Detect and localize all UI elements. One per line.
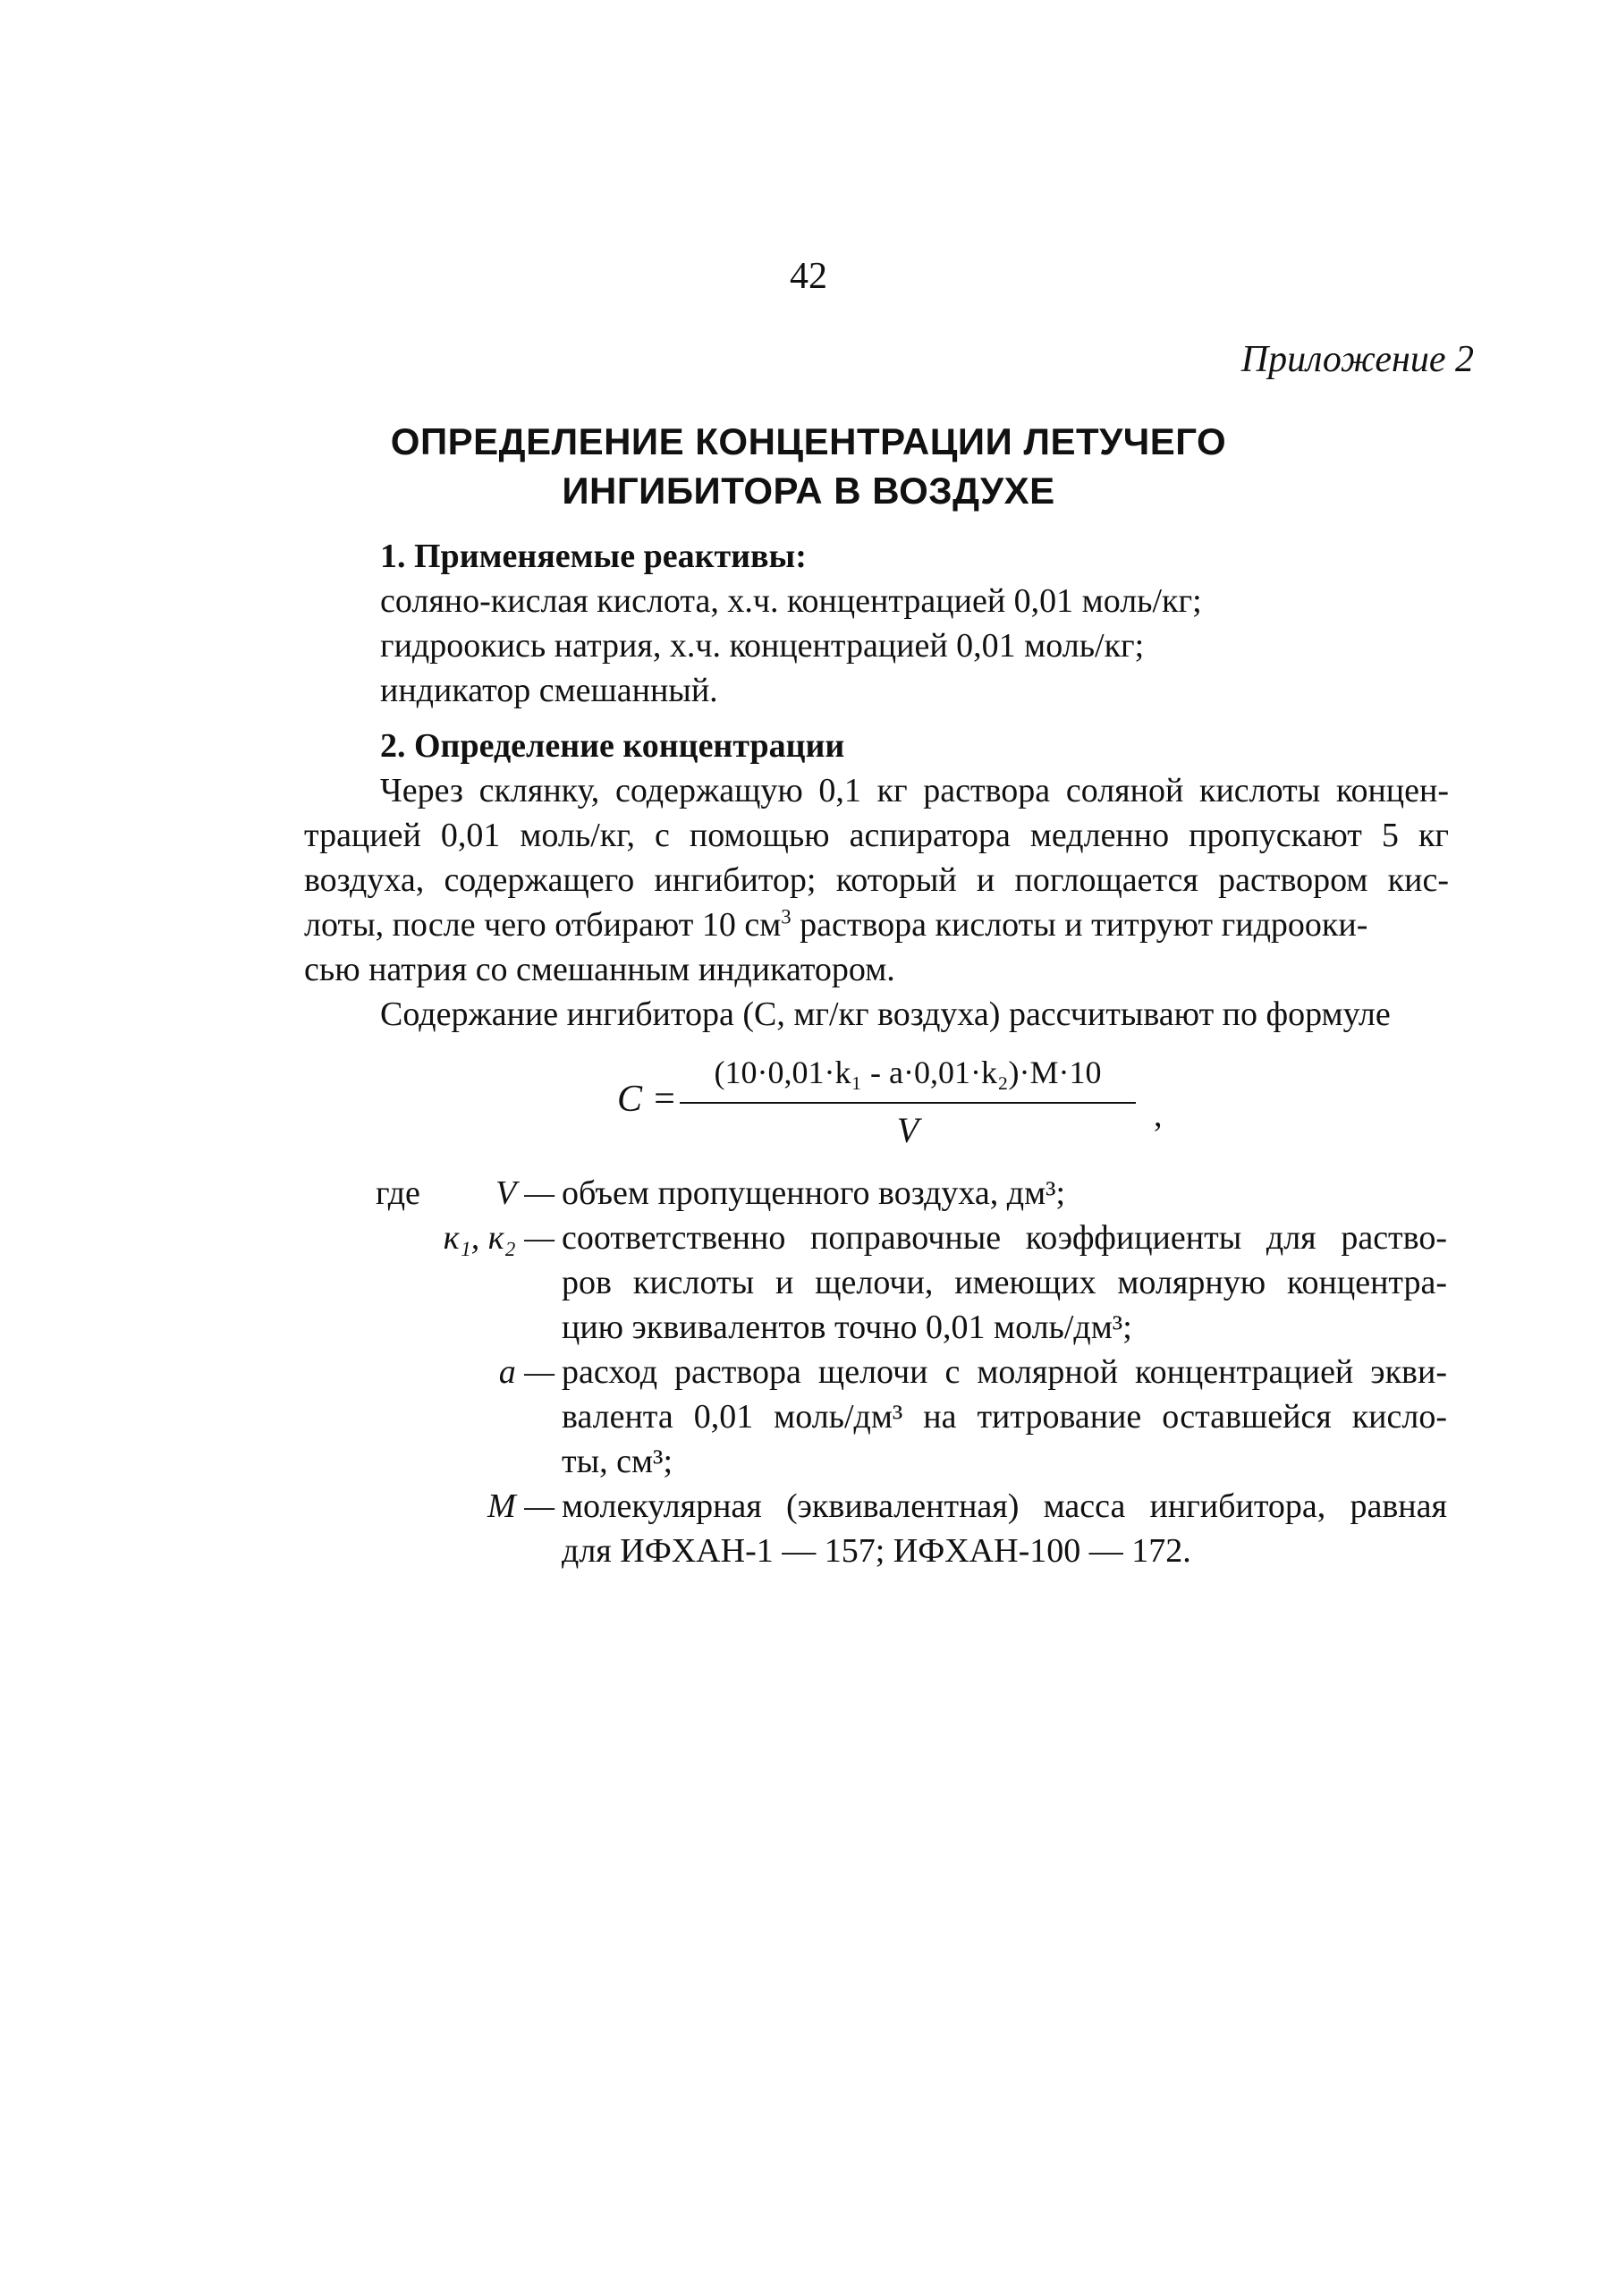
formula-numerator: (10·0,01·k₁ - a·0,01·k₂)·M·10 [714,1055,1102,1090]
formula-denominator: V [896,1110,919,1150]
definition-text: валента 0,01 моль/дм³ на титрование оставшейся кисло- [562,1398,1447,1436]
paragraph-line: сью натрия со смешанным индикатором. [304,951,895,988]
definition-text: ты, см³; [562,1443,673,1480]
definition-text: ров кислоты и щелочи, имеющих молярную концентра- [562,1264,1447,1301]
reagent-item: гидроокись натрия, х.ч. концентрацией 0,01 моль/кг; [380,627,1145,665]
superscript: 3 [781,905,792,928]
section-2-heading: 2. Определение концентрации [380,727,845,765]
reagent-item: индикатор смешанный. [380,672,718,709]
where-label: где [376,1174,420,1212]
reagent-item: соляно-кислая кислота, х.ч. концентрацией 0,01 моль/кг; [380,582,1202,620]
paragraph-line-part: лоты, после чего отбирают 10 см [304,906,782,944]
definition-symbol: M — [487,1487,555,1525]
definition-text: для ИФХАН-1 — 157; ИФХАН-100 — 172. [562,1532,1191,1570]
page-title-line-1: ОПРЕДЕЛЕНИЕ КОНЦЕНТРАЦИИ ЛЕТУЧЕГО [390,420,1227,462]
page-title-line-2: ИНГИБИТОРА В ВОЗДУХЕ [562,470,1055,512]
section-1-heading: 1. Применяемые реактивы: [380,538,807,575]
paragraph-line [304,905,1449,945]
definition-text: расход раствора щелочи с молярной концентрацией экви- [562,1353,1447,1391]
definition-text: соответственно поправочные коэффициенты для раство- [562,1219,1447,1257]
formula-intro: Содержание ингибитора (С, мг/кг воздуха) рассчитывают по формуле [380,995,1391,1033]
definition-symbol: a — [498,1353,555,1391]
definition-text: цию эквивалентов точно 0,01 моль/дм³; [562,1309,1132,1346]
paragraph-line-part: раствора кислоты и титруют гидрооки- [791,906,1368,944]
formula-comma: , [1154,1097,1163,1134]
definition-text: молекулярная (эквивалентная) масса ингибитора, равная [562,1487,1447,1525]
paragraph-line: воздуха, содержащего ингибитор; который и поглощается раствором кис- [304,861,1449,899]
formula-fraction-bar [680,1102,1136,1104]
paragraph-line: трацией 0,01 моль/кг, с помощью аспиратора медленно пропускают 5 кг [304,817,1449,854]
definition-symbol: V — [495,1174,555,1212]
formula-lhs: C = [617,1079,677,1120]
paragraph-line: Через склянку, содержащую 0,1 кг раствора соляной кислоты концен- [380,772,1449,809]
definition-symbol: к₁, к₂ — [443,1219,555,1257]
page-number: 42 [790,256,827,297]
appendix-label: Приложение 2 [1240,339,1474,380]
definition-text: объем пропущенного воздуха, дм³; [562,1174,1066,1212]
